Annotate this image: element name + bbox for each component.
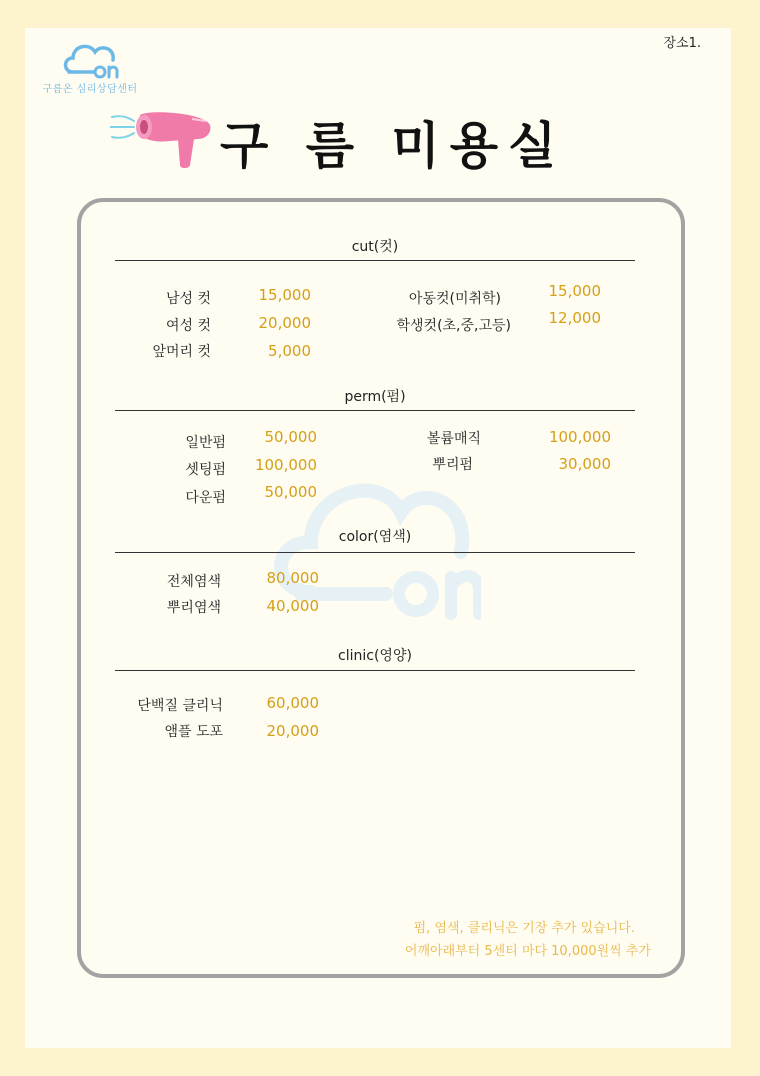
note-line-1: 펌, 염색, 클리닉은 기장 추가 있습니다.	[413, 921, 635, 936]
item-price: 5,000	[268, 342, 311, 360]
item-price: 30,000	[558, 455, 611, 473]
item-price: 50,000	[264, 483, 317, 501]
menu-card	[77, 198, 685, 978]
page	[25, 28, 731, 1048]
section-title-clinic: clinic(영양)	[338, 648, 412, 664]
item-name: 단백질 클리닉	[137, 698, 223, 714]
hair-dryer-icon	[110, 103, 215, 173]
item-name: 일반펌	[185, 435, 226, 451]
note-line-2: 어깨아래부터 5센티 마다 10,000원씩 추가	[404, 944, 651, 959]
item-name: 앰플 도포	[164, 724, 223, 740]
location-label: 장소1.	[663, 36, 701, 51]
logo	[35, 36, 145, 96]
divider	[115, 552, 635, 553]
section-title-cut: cut(컷)	[351, 239, 399, 255]
item-name: 다운펌	[185, 490, 226, 506]
page-title: 구 름 미용실	[220, 117, 567, 175]
item-name: 여성 컷	[165, 318, 211, 334]
item-name: 전체염색	[166, 574, 221, 590]
item-name: 남성 컷	[165, 291, 211, 307]
item-price: 50,000	[264, 428, 317, 446]
divider	[115, 670, 635, 671]
item-name: 뿌리염색	[166, 600, 221, 616]
item-price: 100,000	[548, 428, 611, 446]
item-price: 100,000	[254, 456, 317, 474]
cloud-on-icon	[59, 36, 123, 82]
section-title-color: color(염색)	[338, 529, 412, 545]
item-name: 앞머리 컷	[152, 344, 211, 360]
logo-text: 구름온 심리상담센터	[42, 84, 138, 95]
item-price: 20,000	[266, 722, 319, 740]
item-name: 뿌리펌	[432, 457, 473, 473]
item-name: 셋팅펌	[185, 462, 226, 478]
header	[110, 98, 570, 178]
divider	[115, 260, 635, 261]
item-price: 15,000	[548, 282, 601, 300]
item-price: 60,000	[266, 694, 319, 712]
section-title-perm: perm(펌)	[344, 389, 406, 405]
item-name: 학생컷(초,중,고등)	[396, 318, 511, 334]
item-price: 40,000	[266, 597, 319, 615]
item-price: 15,000	[258, 286, 311, 304]
divider	[115, 410, 635, 411]
item-price: 80,000	[266, 569, 319, 587]
item-name: 아동컷(미취학)	[408, 291, 501, 307]
item-price: 12,000	[548, 309, 601, 327]
item-price: 20,000	[258, 314, 311, 332]
item-name: 볼륨매직	[426, 431, 481, 447]
